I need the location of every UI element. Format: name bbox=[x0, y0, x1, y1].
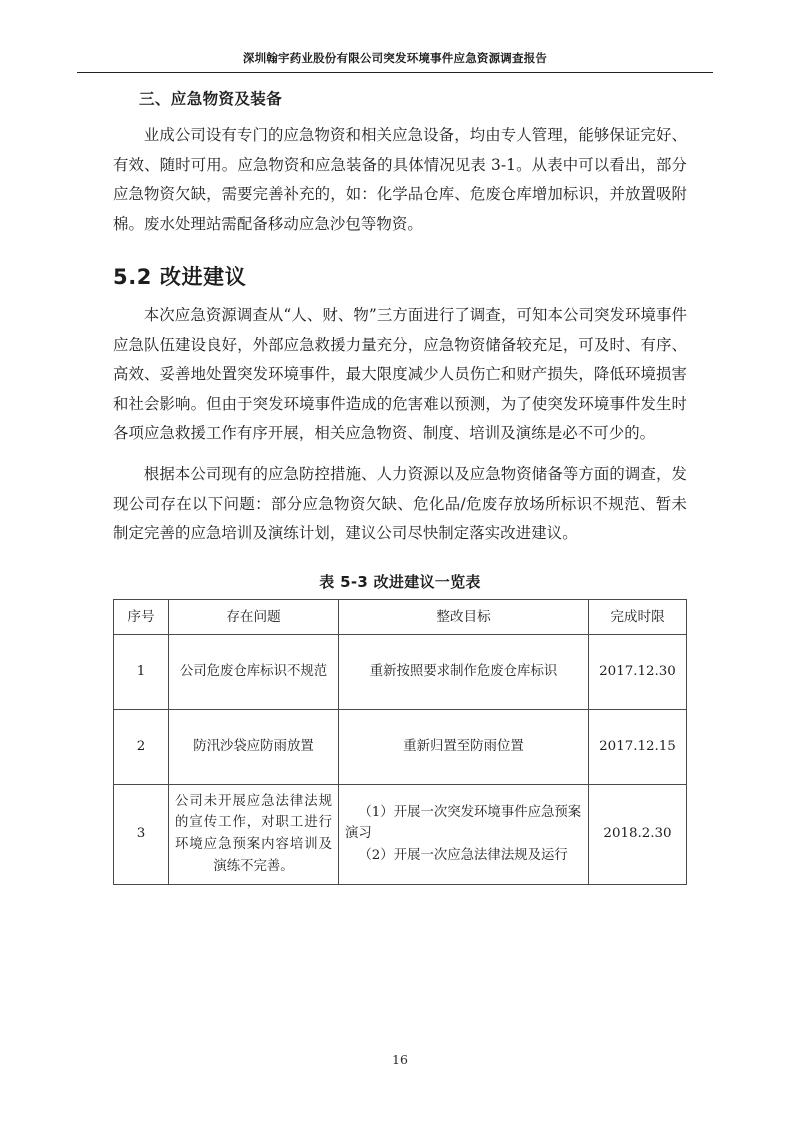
cell-due: 2017.12.30 bbox=[589, 634, 687, 709]
table-row bbox=[114, 784, 687, 884]
column-header-no: 序号 bbox=[114, 599, 169, 634]
page-content bbox=[113, 88, 687, 885]
cell-no: 3 bbox=[114, 784, 169, 884]
paragraph-improvement-1: 本次应急资源调查从“人、财、物”三方面进行了调查，可知本公司突发环境事件应急队伍建设良好，外部应急救援力量充分，应急物资储备较充足，可及时、有序、高效、妥善地处置突发环境事件，最大限度减少人员伤亡和财产损失，降低环境损害和社会影响。但由于突发环境事件造成的危害难以预测，为了使突发环境事件发生时各项应急救援工作有序开展，相关应急物资、制度、培训及演练是必不可少的。 bbox=[113, 306, 687, 443]
cell-no: 1 bbox=[114, 634, 169, 709]
cell-target bbox=[339, 784, 589, 884]
cell-issue: 公司未开展应急法律法规的宣传工作，对职工进行环境应急预案内容培训及演练不完善。 bbox=[169, 784, 339, 884]
heading-improvement-suggestions: 5.2 改进建议 bbox=[113, 264, 247, 289]
header-rule bbox=[77, 72, 713, 73]
target-line-2: 演习 bbox=[345, 826, 372, 842]
column-header-due: 完成时限 bbox=[589, 599, 687, 634]
table-header-row bbox=[114, 599, 687, 634]
heading-emergency-materials: 三、应急物资及装备 bbox=[139, 90, 283, 108]
cell-target: 重新按照要求制作危废仓库标识 bbox=[339, 634, 589, 709]
cell-due: 2018.2.30 bbox=[589, 784, 687, 884]
table-row bbox=[114, 634, 687, 709]
column-header-target: 整改目标 bbox=[339, 599, 589, 634]
cell-no: 2 bbox=[114, 709, 169, 784]
paragraph-emergency-materials: 业成公司设有专门的应急物资和相关应急设备，均由专人管理，能够保证完好、有效、随时可用。应急物资和应急装备的具体情况见表 3-1。从表中可以看出，部分应急物资欠缺，需要完善补充的，如：化学品仓库、危废仓库增加标识，并放置吸附棉。废水处理站需配备移动应急沙包等物资。 bbox=[113, 126, 687, 233]
table-caption: 表 5-3 改进建议一览表 bbox=[319, 572, 481, 591]
improvement-suggestions-table bbox=[113, 599, 687, 885]
page-number: 16 bbox=[392, 1052, 408, 1067]
table-row bbox=[114, 709, 687, 784]
target-line-3: （2）开展一次应急法律法规及运行 bbox=[358, 847, 568, 863]
cell-issue: 防汛沙袋应防雨放置 bbox=[169, 709, 339, 784]
paragraph-spacer bbox=[113, 451, 687, 460]
target-line-1: （1）开展一次突发环境事件应急预案 bbox=[358, 804, 582, 820]
cell-due: 2017.12.15 bbox=[589, 709, 687, 784]
cell-target: 重新归置至防雨位置 bbox=[339, 709, 589, 784]
paragraph-improvement-2: 根据本公司现有的应急防控措施、人力资源以及应急物资储备等方面的调查，发现公司存在以下问题：部分应急物资欠缺、危化品/危废存放场所标识不规范、暂未制定完善的应急培训及演练计划，建议公司尽快制定落实改进建议。 bbox=[113, 464, 687, 543]
column-header-issue: 存在问题 bbox=[169, 599, 339, 634]
cell-issue: 公司危废仓库标识不规范 bbox=[169, 634, 339, 709]
running-header: 深圳翰宇药业股份有限公司突发环境事件应急资源调查报告 bbox=[242, 51, 548, 65]
